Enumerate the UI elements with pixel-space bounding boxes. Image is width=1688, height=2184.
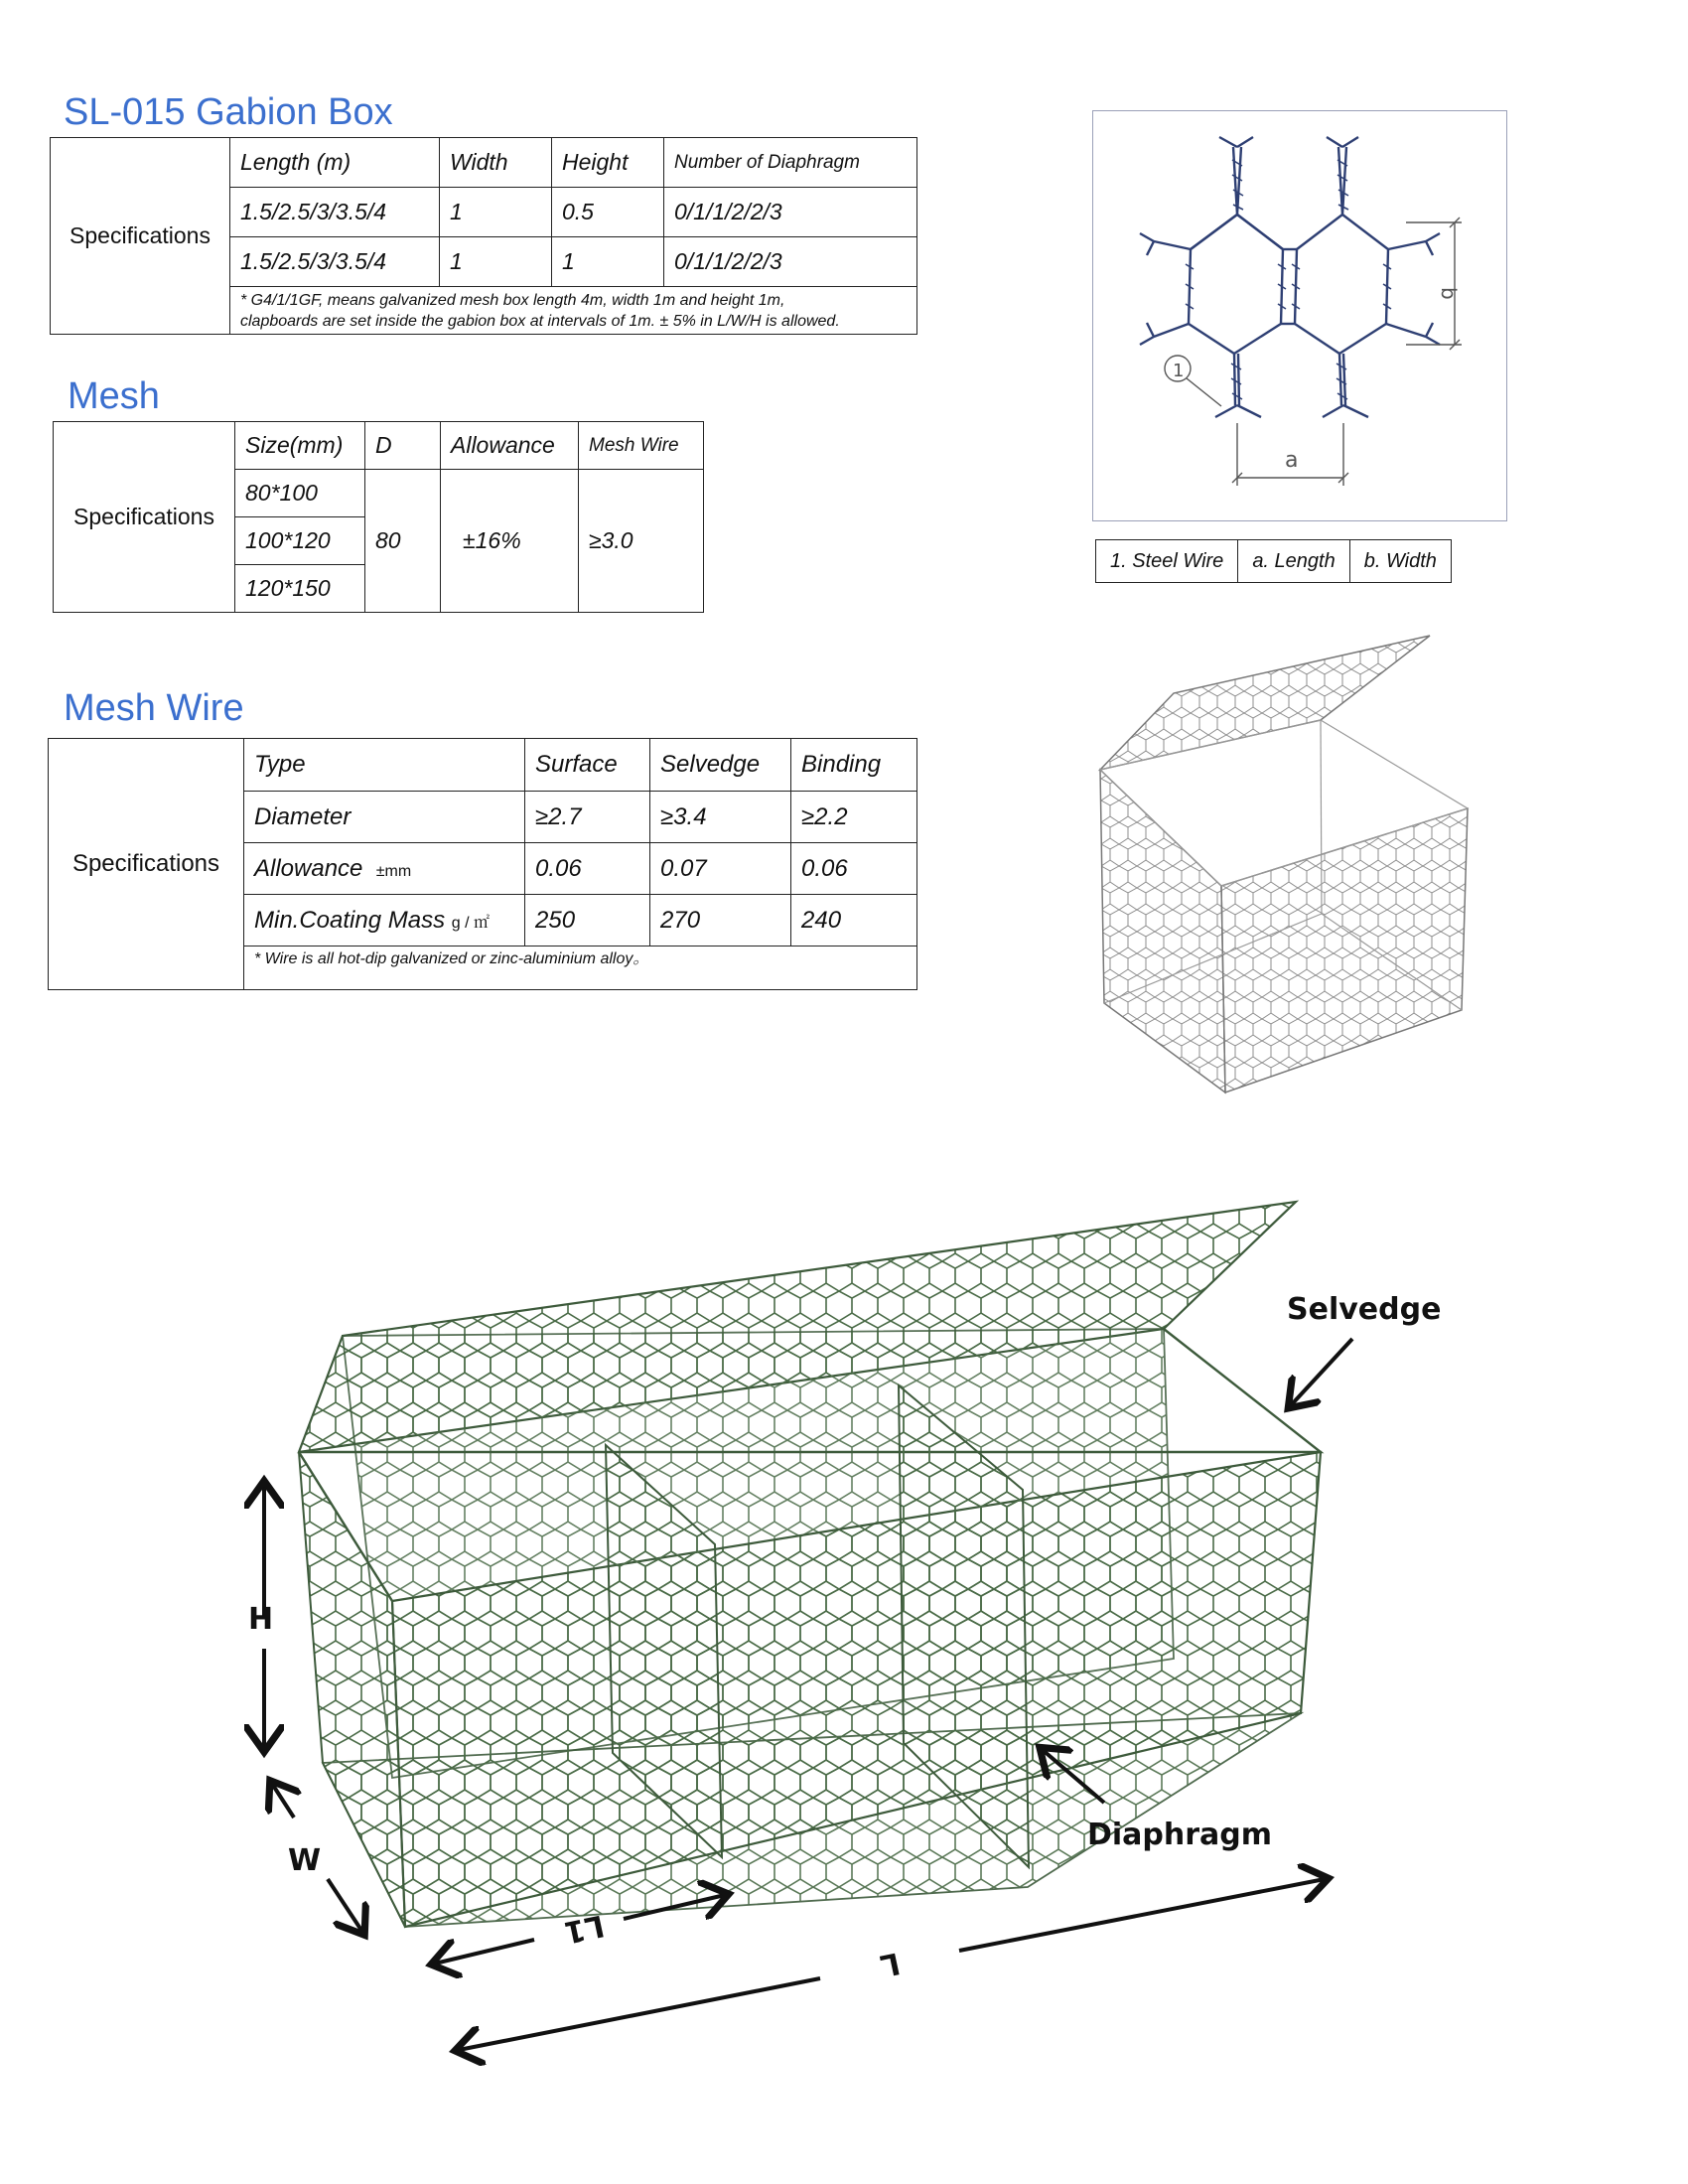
row-label: Allowance ±mm — [244, 843, 525, 895]
legend-width: b. Width — [1349, 540, 1451, 583]
cell: 0/1/1/2/2/3 — [664, 237, 917, 287]
gabion-box-note — [230, 287, 917, 335]
cell: 0.5 — [552, 188, 664, 237]
legend-steel-wire: 1. Steel Wire — [1096, 540, 1238, 583]
header-diaphragm: Number of Diaphragm — [664, 138, 917, 188]
header-width: Width — [440, 138, 552, 188]
selvedge-label: Selvedge — [1287, 1292, 1442, 1327]
header-surface: Surface — [525, 739, 650, 792]
gabion-box-title: SL-015 Gabion Box — [64, 91, 393, 133]
hex-mesh-diagram — [1092, 110, 1507, 521]
cell: 1 — [552, 237, 664, 287]
cell: 1.5/2.5/3/3.5/4 — [230, 188, 440, 237]
header-size: Size(mm) — [235, 422, 365, 470]
header-selvedge: Selvedge — [650, 739, 791, 792]
open-gabion-box-illustration — [1092, 626, 1489, 1102]
header-mesh-wire: Mesh Wire — [579, 422, 704, 470]
label-a: a — [1285, 448, 1299, 473]
mesh-wire-note: * Wire is all hot-dip galvanized or zinc-aluminium alloy。 — [244, 946, 917, 990]
mesh-title: Mesh — [68, 375, 160, 417]
row-label: Diameter — [244, 792, 525, 843]
cell: 0.07 — [650, 843, 791, 895]
l1-label: L1 — [561, 1907, 608, 1950]
note-line-2: clapboards are set inside the gabion box at intervals of 1m. ± 5% in L/W/H is allowed. — [240, 312, 840, 330]
gabion-box-row-header: Specifications — [51, 138, 230, 335]
cell: ≥2.7 — [525, 792, 650, 843]
header-d: D — [365, 422, 441, 470]
mesh-wire-title: Mesh Wire — [64, 687, 244, 729]
hex-legend — [1095, 539, 1452, 583]
header-length: Length (m) — [230, 138, 440, 188]
cell: 0.06 — [791, 843, 917, 895]
mesh-wire-table — [48, 738, 917, 990]
cell: 250 — [525, 895, 650, 946]
cell: 1 — [440, 188, 552, 237]
cell: ≥2.2 — [791, 792, 917, 843]
mesh-row-header: Specifications — [54, 422, 235, 613]
cell: ≥3.4 — [650, 792, 791, 843]
header-binding: Binding — [791, 739, 917, 792]
size-cell: 80*100 — [235, 470, 365, 517]
header-height: Height — [552, 138, 664, 188]
unit: g / ㎡ — [451, 914, 490, 932]
header-allowance: Allowance — [441, 422, 579, 470]
marker-1: 1 — [1173, 361, 1185, 381]
cell: 0.06 — [525, 843, 650, 895]
allowance-cell: ±16% — [441, 470, 579, 613]
length-label: L — [877, 1945, 904, 1983]
size-cell: 100*120 — [235, 517, 365, 565]
cell: 1 — [440, 237, 552, 287]
legend-length: a. Length — [1238, 540, 1349, 583]
unit: ±mm — [375, 862, 412, 880]
cell: 240 — [791, 895, 917, 946]
label-b: b — [1437, 287, 1461, 300]
mesh-table — [53, 421, 704, 613]
width-label: W — [288, 1843, 322, 1878]
diaphragm-label: Diaphragm — [1087, 1818, 1273, 1852]
mesh-wire-cell: ≥3.0 — [579, 470, 704, 613]
cell: 1.5/2.5/3/3.5/4 — [230, 237, 440, 287]
mesh-wire-row-header: Specifications — [49, 739, 244, 990]
gabion-dimension-diagram — [0, 1172, 1688, 2184]
gabion-box-table — [50, 137, 917, 335]
header-type: Type — [244, 739, 525, 792]
size-cell: 120*150 — [235, 565, 365, 613]
cell: 270 — [650, 895, 791, 946]
note-line-1: * G4/1/1GF, means galvanized mesh box length 4m, width 1m and height 1m, — [240, 291, 785, 309]
cell: 0/1/1/2/2/3 — [664, 188, 917, 237]
height-label: H — [248, 1602, 274, 1637]
row-label: Min.Coating Mass g / ㎡ — [244, 895, 525, 946]
d-cell: 80 — [365, 470, 441, 613]
